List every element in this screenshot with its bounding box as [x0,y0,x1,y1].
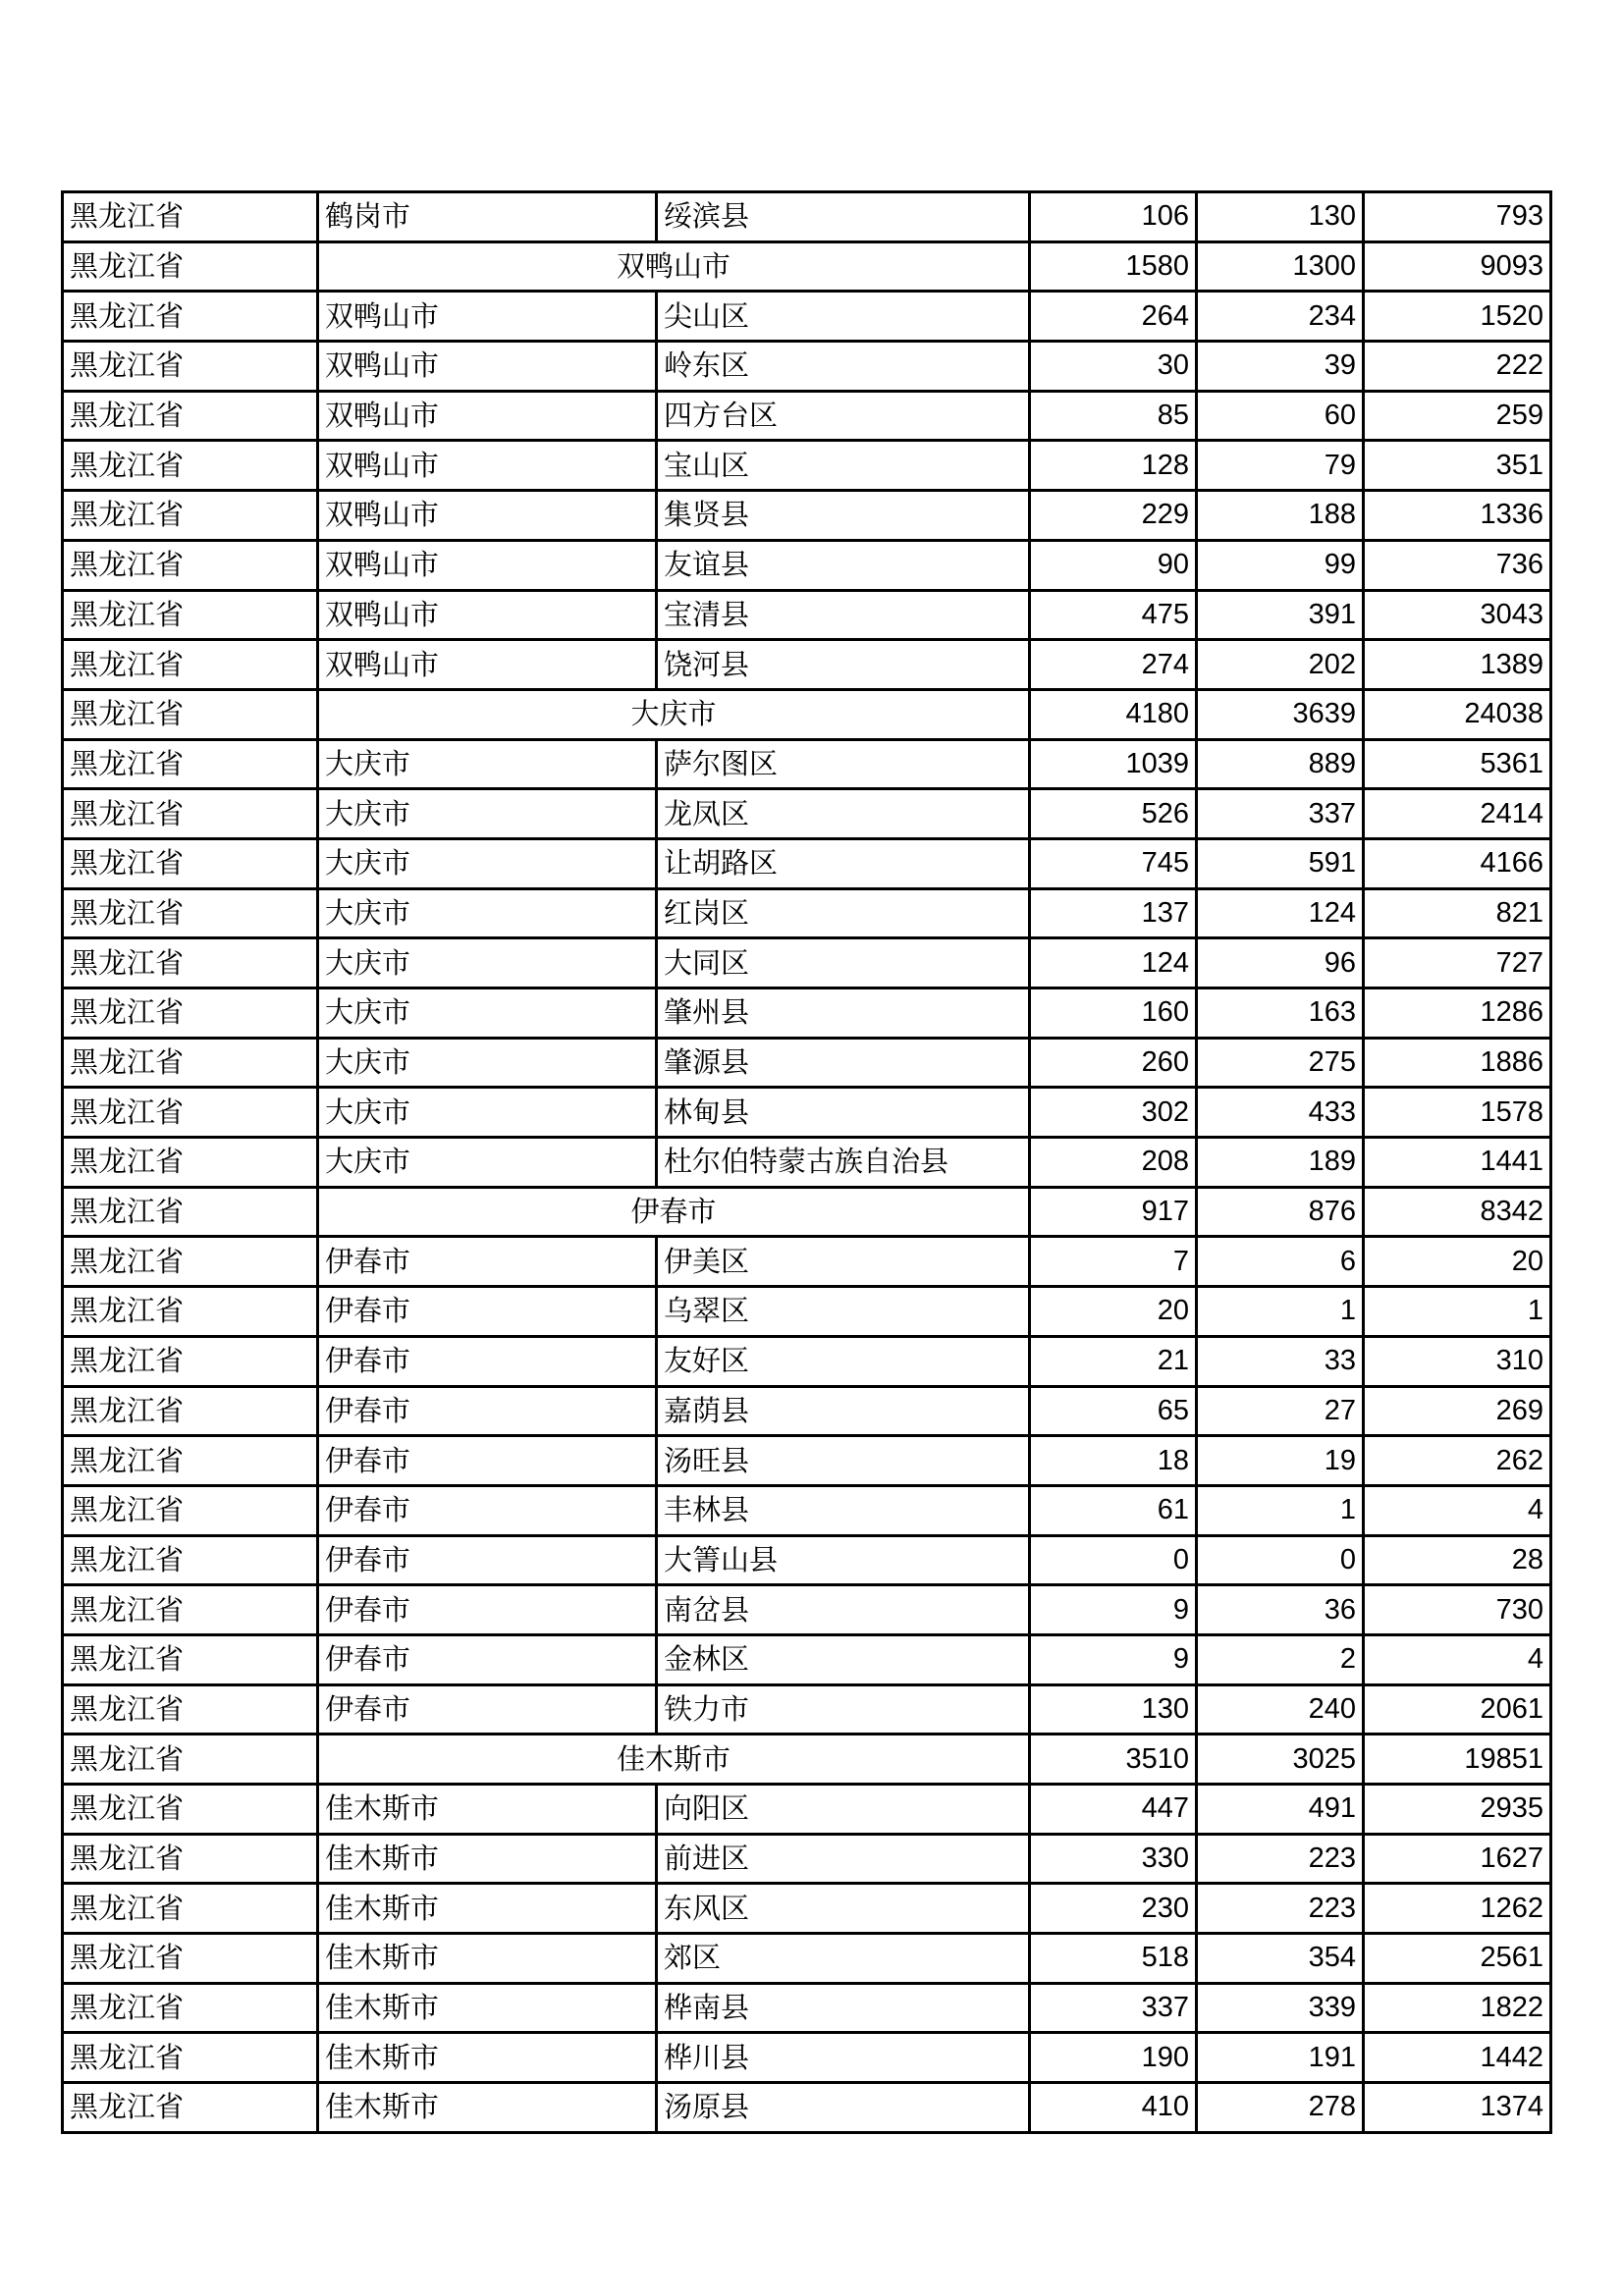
value-cell-2: 130 [1197,192,1364,242]
table-row [63,590,1551,640]
province-cell: 黑龙江省 [63,1187,318,1237]
value-cell-1: 30 [1030,342,1197,392]
value-cell-3: 4 [1364,1634,1551,1684]
value-cell-1: 1580 [1030,241,1197,292]
value-cell-2: 889 [1197,739,1364,789]
value-cell-2: 278 [1197,2083,1364,2133]
district-cell: 伊美区 [657,1237,1030,1287]
value-cell-1: 526 [1030,789,1197,839]
district-cell: 肇州县 [657,988,1030,1039]
province-cell: 黑龙江省 [63,241,318,292]
city-total-cell: 佳木斯市 [318,1735,1030,1785]
province-cell: 黑龙江省 [63,1585,318,1635]
province-cell: 黑龙江省 [63,838,318,888]
district-cell: 四方台区 [657,391,1030,441]
value-cell-1: 85 [1030,391,1197,441]
city-cell: 双鸭山市 [318,391,657,441]
city-cell: 佳木斯市 [318,1983,657,2033]
value-cell-2: 3025 [1197,1735,1364,1785]
table-row [63,441,1551,491]
table-row [63,1634,1551,1684]
table-row [63,1983,1551,2033]
value-cell-1: 518 [1030,1934,1197,1984]
value-cell-2: 223 [1197,1884,1364,1934]
district-cell: 龙凤区 [657,789,1030,839]
value-cell-3: 1389 [1364,640,1551,690]
province-cell: 黑龙江省 [63,1634,318,1684]
value-cell-2: 39 [1197,342,1364,392]
value-cell-1: 190 [1030,2033,1197,2083]
city-cell: 伊春市 [318,1684,657,1735]
value-cell-3: 793 [1364,192,1551,242]
table-row [63,1138,1551,1188]
province-cell: 黑龙江省 [63,789,318,839]
table-row-city-total [63,1187,1551,1237]
value-cell-3: 2561 [1364,1934,1551,1984]
city-cell: 佳木斯市 [318,1934,657,1984]
value-cell-1: 260 [1030,1038,1197,1088]
province-cell: 黑龙江省 [63,1834,318,1884]
province-cell: 黑龙江省 [63,640,318,690]
table-row [63,2033,1551,2083]
city-total-cell: 伊春市 [318,1187,1030,1237]
city-cell: 伊春市 [318,1535,657,1585]
table-row [63,342,1551,392]
district-cell: 肇源县 [657,1038,1030,1088]
value-cell-2: 188 [1197,491,1364,541]
city-cell: 伊春市 [318,1436,657,1486]
value-cell-1: 137 [1030,888,1197,938]
table-row [63,1038,1551,1088]
city-cell: 佳木斯市 [318,1884,657,1934]
value-cell-3: 4 [1364,1485,1551,1535]
value-cell-3: 736 [1364,540,1551,590]
province-cell: 黑龙江省 [63,1088,318,1138]
value-cell-1: 410 [1030,2083,1197,2133]
value-cell-2: 337 [1197,789,1364,839]
table-row [63,1834,1551,1884]
value-cell-2: 60 [1197,391,1364,441]
province-cell: 黑龙江省 [63,1287,318,1337]
table-row [63,1287,1551,1337]
value-cell-3: 351 [1364,441,1551,491]
district-cell: 向阳区 [657,1785,1030,1835]
city-total-cell: 双鸭山市 [318,241,1030,292]
city-cell: 大庆市 [318,838,657,888]
district-cell: 尖山区 [657,292,1030,342]
province-cell: 黑龙江省 [63,1983,318,2033]
value-cell-3: 1441 [1364,1138,1551,1188]
value-cell-3: 4166 [1364,838,1551,888]
value-cell-2: 1300 [1197,241,1364,292]
value-cell-2: 240 [1197,1684,1364,1735]
province-cell: 黑龙江省 [63,1535,318,1585]
value-cell-1: 124 [1030,938,1197,988]
city-cell: 佳木斯市 [318,1834,657,1884]
city-cell: 大庆市 [318,739,657,789]
province-cell: 黑龙江省 [63,1684,318,1735]
table-row [63,988,1551,1039]
province-cell: 黑龙江省 [63,739,318,789]
province-cell: 黑龙江省 [63,1436,318,1486]
table-row [63,1934,1551,1984]
city-cell: 双鸭山市 [318,540,657,590]
district-cell: 宝山区 [657,441,1030,491]
table-row [63,1088,1551,1138]
city-cell: 双鸭山市 [318,342,657,392]
district-cell: 大同区 [657,938,1030,988]
city-cell: 大庆市 [318,988,657,1039]
city-cell: 大庆市 [318,938,657,988]
district-cell: 东风区 [657,1884,1030,1934]
table-row [63,789,1551,839]
statistics-table [61,190,1552,2134]
province-cell: 黑龙江省 [63,689,318,739]
table-row [63,838,1551,888]
value-cell-3: 2414 [1364,789,1551,839]
value-cell-2: 391 [1197,590,1364,640]
value-cell-2: 6 [1197,1237,1364,1287]
province-cell: 黑龙江省 [63,342,318,392]
value-cell-2: 2 [1197,1634,1364,1684]
value-cell-1: 264 [1030,292,1197,342]
district-cell: 集贤县 [657,491,1030,541]
province-cell: 黑龙江省 [63,441,318,491]
district-cell: 南岔县 [657,1585,1030,1635]
value-cell-3: 269 [1364,1386,1551,1436]
table-row [63,540,1551,590]
value-cell-1: 128 [1030,441,1197,491]
value-cell-2: 234 [1197,292,1364,342]
city-cell: 佳木斯市 [318,2033,657,2083]
table-row [63,391,1551,441]
value-cell-3: 222 [1364,342,1551,392]
value-cell-2: 96 [1197,938,1364,988]
value-cell-3: 1886 [1364,1038,1551,1088]
district-cell: 林甸县 [657,1088,1030,1138]
district-cell: 嘉荫县 [657,1386,1030,1436]
value-cell-2: 3639 [1197,689,1364,739]
value-cell-3: 262 [1364,1436,1551,1486]
table-row [63,1535,1551,1585]
province-cell: 黑龙江省 [63,938,318,988]
value-cell-2: 27 [1197,1386,1364,1436]
province-cell: 黑龙江省 [63,292,318,342]
district-cell: 金林区 [657,1634,1030,1684]
value-cell-3: 1627 [1364,1834,1551,1884]
value-cell-1: 20 [1030,1287,1197,1337]
value-cell-3: 310 [1364,1336,1551,1386]
table-row [63,1485,1551,1535]
province-cell: 黑龙江省 [63,1237,318,1287]
value-cell-3: 2061 [1364,1684,1551,1735]
value-cell-3: 1578 [1364,1088,1551,1138]
table-row [63,1785,1551,1835]
value-cell-1: 61 [1030,1485,1197,1535]
district-cell: 绥滨县 [657,192,1030,242]
table-body [63,192,1551,2133]
value-cell-3: 1822 [1364,1983,1551,2033]
value-cell-1: 330 [1030,1834,1197,1884]
city-cell: 鹤岗市 [318,192,657,242]
city-cell: 伊春市 [318,1585,657,1635]
table-row [63,192,1551,242]
value-cell-2: 0 [1197,1535,1364,1585]
value-cell-1: 302 [1030,1088,1197,1138]
value-cell-3: 1262 [1364,1884,1551,1934]
province-cell: 黑龙江省 [63,391,318,441]
province-cell: 黑龙江省 [63,1785,318,1835]
value-cell-1: 745 [1030,838,1197,888]
table-row [63,1436,1551,1486]
city-cell: 双鸭山市 [318,491,657,541]
value-cell-1: 65 [1030,1386,1197,1436]
value-cell-1: 130 [1030,1684,1197,1735]
value-cell-2: 433 [1197,1088,1364,1138]
province-cell: 黑龙江省 [63,1336,318,1386]
value-cell-2: 79 [1197,441,1364,491]
district-cell: 桦川县 [657,2033,1030,2083]
city-cell: 双鸭山市 [318,441,657,491]
value-cell-3: 259 [1364,391,1551,441]
city-cell: 伊春市 [318,1237,657,1287]
province-cell: 黑龙江省 [63,888,318,938]
table-row [63,1884,1551,1934]
value-cell-3: 1 [1364,1287,1551,1337]
district-cell: 桦南县 [657,1983,1030,2033]
value-cell-2: 36 [1197,1585,1364,1635]
district-cell: 郊区 [657,1934,1030,1984]
district-cell: 铁力市 [657,1684,1030,1735]
table-row [63,1386,1551,1436]
district-cell: 友谊县 [657,540,1030,590]
province-cell: 黑龙江省 [63,2033,318,2083]
province-cell: 黑龙江省 [63,491,318,541]
value-cell-2: 202 [1197,640,1364,690]
value-cell-3: 1520 [1364,292,1551,342]
value-cell-2: 1 [1197,1287,1364,1337]
value-cell-3: 24038 [1364,689,1551,739]
value-cell-1: 9 [1030,1585,1197,1635]
value-cell-2: 223 [1197,1834,1364,1884]
table-row-city-total [63,241,1551,292]
value-cell-3: 2935 [1364,1785,1551,1835]
table-row [63,1336,1551,1386]
province-cell: 黑龙江省 [63,1138,318,1188]
city-cell: 伊春市 [318,1287,657,1337]
table-row [63,2083,1551,2133]
district-cell: 汤原县 [657,2083,1030,2133]
value-cell-3: 9093 [1364,241,1551,292]
city-cell: 大庆市 [318,1138,657,1188]
value-cell-1: 447 [1030,1785,1197,1835]
province-cell: 黑龙江省 [63,1386,318,1436]
value-cell-2: 354 [1197,1934,1364,1984]
city-cell: 佳木斯市 [318,1785,657,1835]
province-cell: 黑龙江省 [63,192,318,242]
value-cell-1: 230 [1030,1884,1197,1934]
value-cell-1: 274 [1030,640,1197,690]
value-cell-3: 8342 [1364,1187,1551,1237]
value-cell-1: 337 [1030,1983,1197,2033]
value-cell-3: 20 [1364,1237,1551,1287]
value-cell-2: 99 [1197,540,1364,590]
province-cell: 黑龙江省 [63,2083,318,2133]
table-row [63,938,1551,988]
value-cell-1: 9 [1030,1634,1197,1684]
table-row-city-total [63,689,1551,739]
province-cell: 黑龙江省 [63,988,318,1039]
value-cell-2: 163 [1197,988,1364,1039]
district-cell: 前进区 [657,1834,1030,1884]
value-cell-2: 33 [1197,1336,1364,1386]
district-cell: 让胡路区 [657,838,1030,888]
district-cell: 岭东区 [657,342,1030,392]
value-cell-3: 5361 [1364,739,1551,789]
table-row-city-total [63,1735,1551,1785]
city-cell: 伊春市 [318,1336,657,1386]
value-cell-1: 160 [1030,988,1197,1039]
table-row [63,888,1551,938]
city-cell: 双鸭山市 [318,640,657,690]
district-cell: 丰林县 [657,1485,1030,1535]
province-cell: 黑龙江省 [63,590,318,640]
value-cell-3: 19851 [1364,1735,1551,1785]
value-cell-2: 191 [1197,2033,1364,2083]
city-cell: 伊春市 [318,1386,657,1436]
value-cell-2: 19 [1197,1436,1364,1486]
district-cell: 杜尔伯特蒙古族自治县 [657,1138,1030,1188]
value-cell-2: 491 [1197,1785,1364,1835]
value-cell-3: 1442 [1364,2033,1551,2083]
city-cell: 双鸭山市 [318,292,657,342]
value-cell-2: 876 [1197,1187,1364,1237]
value-cell-3: 1336 [1364,491,1551,541]
district-cell: 友好区 [657,1336,1030,1386]
value-cell-1: 90 [1030,540,1197,590]
province-cell: 黑龙江省 [63,1038,318,1088]
value-cell-1: 3510 [1030,1735,1197,1785]
value-cell-1: 18 [1030,1436,1197,1486]
value-cell-2: 275 [1197,1038,1364,1088]
table-row [63,640,1551,690]
district-cell: 饶河县 [657,640,1030,690]
value-cell-3: 727 [1364,938,1551,988]
city-cell: 大庆市 [318,888,657,938]
value-cell-2: 124 [1197,888,1364,938]
province-cell: 黑龙江省 [63,1735,318,1785]
value-cell-1: 229 [1030,491,1197,541]
value-cell-3: 730 [1364,1585,1551,1635]
value-cell-1: 106 [1030,192,1197,242]
province-cell: 黑龙江省 [63,1884,318,1934]
city-cell: 伊春市 [318,1634,657,1684]
province-cell: 黑龙江省 [63,540,318,590]
value-cell-3: 1374 [1364,2083,1551,2133]
district-cell: 萨尔图区 [657,739,1030,789]
city-cell: 伊春市 [318,1485,657,1535]
table-row [63,1237,1551,1287]
value-cell-2: 339 [1197,1983,1364,2033]
province-cell: 黑龙江省 [63,1934,318,1984]
district-cell: 大箐山县 [657,1535,1030,1585]
value-cell-2: 189 [1197,1138,1364,1188]
value-cell-3: 3043 [1364,590,1551,640]
district-cell: 红岗区 [657,888,1030,938]
table-row [63,292,1551,342]
table-row [63,739,1551,789]
value-cell-2: 591 [1197,838,1364,888]
value-cell-1: 1039 [1030,739,1197,789]
city-cell: 佳木斯市 [318,2083,657,2133]
value-cell-3: 28 [1364,1535,1551,1585]
city-cell: 大庆市 [318,1038,657,1088]
value-cell-1: 4180 [1030,689,1197,739]
value-cell-2: 1 [1197,1485,1364,1535]
value-cell-1: 208 [1030,1138,1197,1188]
value-cell-3: 821 [1364,888,1551,938]
city-cell: 双鸭山市 [318,590,657,640]
value-cell-1: 917 [1030,1187,1197,1237]
value-cell-1: 475 [1030,590,1197,640]
city-cell: 大庆市 [318,1088,657,1138]
value-cell-1: 0 [1030,1535,1197,1585]
table-row [63,491,1551,541]
value-cell-1: 7 [1030,1237,1197,1287]
value-cell-3: 1286 [1364,988,1551,1039]
city-cell: 大庆市 [318,789,657,839]
province-cell: 黑龙江省 [63,1485,318,1535]
district-cell: 乌翠区 [657,1287,1030,1337]
city-total-cell: 大庆市 [318,689,1030,739]
district-cell: 宝清县 [657,590,1030,640]
table-row [63,1585,1551,1635]
value-cell-1: 21 [1030,1336,1197,1386]
district-cell: 汤旺县 [657,1436,1030,1486]
table-row [63,1684,1551,1735]
